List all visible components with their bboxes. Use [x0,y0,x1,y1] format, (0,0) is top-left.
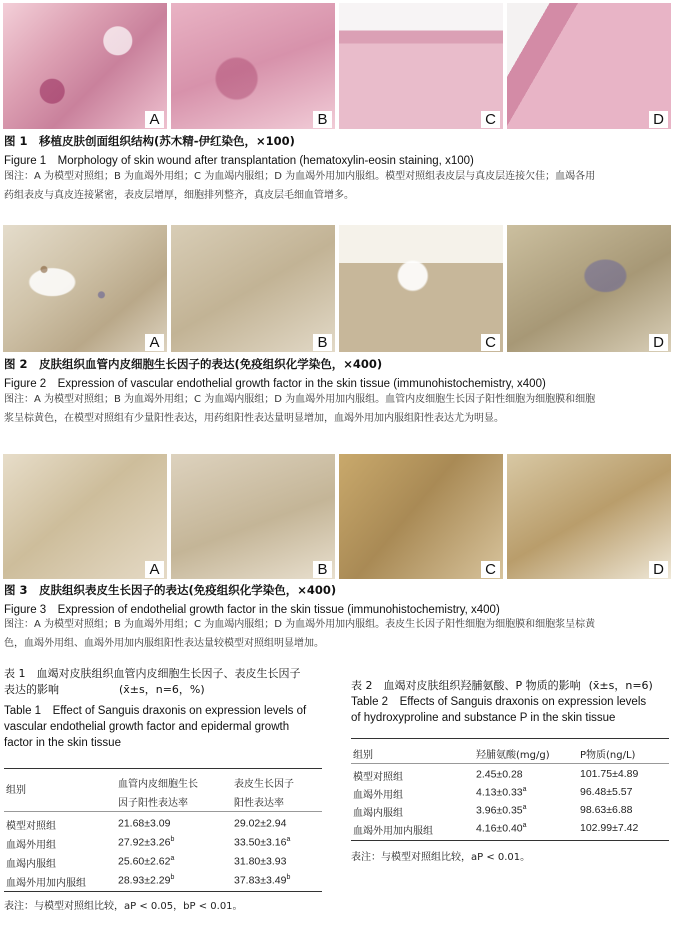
figure1-panel-c [339,3,503,129]
table1-header-egf-2: 阳性表达率 [234,798,284,809]
figure3-panel-b [171,454,335,579]
panel-label: A [145,334,164,351]
panel-label: D [649,334,668,351]
figure2-note [4,390,668,428]
table1-bottom-rule [4,891,322,892]
panel-label: B [313,561,332,578]
table1-header-vegf-1: 血管内皮细胞生长 [118,779,198,790]
figure2-title-zh: 图 2 皮肤组织血管内皮细胞生长因子的表达(免疫组织化学染色，×400) [4,357,383,371]
table1-egf-value [234,817,286,830]
figure2-panel-c [339,225,503,352]
table1-footnote: 表注：与模型对照组比较，aP < 0.05，bP < 0.01。 [4,901,243,912]
figure3-title-zh: 图 3 皮肤组织表皮生长因子的表达(免疫组织化学染色，×400) [4,583,337,597]
panel-label: A [145,561,164,578]
figure3-panel-a [3,454,167,579]
value: 3.96±0.35 [476,804,523,817]
figure1-note [4,167,668,205]
table1-title-line2 [4,682,324,698]
table2-top-rule [351,738,669,739]
sig-mark: b [286,874,291,881]
table2-hyp-value [476,804,527,817]
table2-sp-value: 96.48±5.57 [580,786,633,798]
table1-header-group: 组别 [6,785,26,796]
panel-label: D [649,561,668,578]
sig-mark: b [170,874,175,881]
value: 31.80±3.93 [234,855,287,868]
value: 28.93±2.29 [118,874,171,887]
panel-label: B [313,111,332,128]
sig-mark: a [522,786,527,793]
panel-label: D [649,111,668,128]
figure1-note-line1: 图注：A 为模型对照组；B 为血竭外用组；C 为血竭内服组；D 为血竭外用加内服组。模型对照组表皮层与真皮层连接欠佳；血竭各用 [4,171,596,182]
table1-header-rule [4,811,322,812]
value: 29.02±2.94 [234,817,287,830]
table2-header-sp: P物质(ng/L) [580,750,636,761]
table1-vegf-value [118,836,174,849]
table1-group: 模型对照组 [6,821,56,832]
table2-title-en-line1: Table 2 Effects of Sanguis draxonis on expression levels [351,696,647,708]
table1-group: 血竭外用组 [6,840,56,851]
table1-title-line2-text: 表达的影响 [4,683,59,696]
value: 25.60±2.62 [118,855,171,868]
figure3-panel-c [339,454,503,579]
table1-egf-value [234,874,290,887]
figure2-note-line2: 浆呈棕黄色，在模型对照组有少量阳性表达，用药组阳性表达量明显增加，血竭外用加内服组阳性表达尤为明显。 [4,413,504,424]
sig-mark: a [522,822,527,829]
figure1-note-line2: 药组表皮与真皮连接紧密，表皮层增厚，细胞排列整齐，真皮层毛细血管增多。 [4,190,354,201]
figure3-note-line1: 图注：A 为模型对照组；B 为血竭外用组；C 为血竭内服组；D 为血竭外用加内服组。表皮生长因子阳性细胞为细胞膜和细胞浆呈棕黄 [4,619,596,630]
table1-title-en [4,703,329,751]
table1-header-vegf-2: 因子阳性表达率 [118,798,188,809]
figure2-panel-d [507,225,671,352]
value: 4.16±0.40 [476,822,523,835]
figure1-image-strip [3,3,671,129]
table2-sp-value: 101.75±4.89 [580,768,639,780]
table2-sp-value: 102.99±7.42 [580,822,639,834]
table1-vegf-value [118,817,170,830]
value: 4.13±0.33 [476,786,523,799]
table1-egf-value [234,855,286,868]
table2-stat-note: (x̄±s，n=6) [588,679,653,692]
figure2-image-strip [3,225,671,352]
sig-mark: a [522,804,527,811]
sig-mark: a [170,855,175,862]
table1-group: 血竭外用加内服组 [6,878,86,889]
value: 2.45±0.28 [476,768,523,781]
table2-group: 血竭外用加内服组 [353,826,433,837]
figure3-title-en: Figure 3 Expression of endothelial growth factor in the skin tissue (immunohistochemistry, x400) [4,604,500,616]
table2-group: 血竭内服组 [353,808,403,819]
figure2-panel-b [171,225,335,352]
table2-header-hyp: 羟脯氨酸(mg/g) [476,750,550,761]
figure2-panel-a [3,225,167,352]
figure1-title-zh: 图 1 移植皮肤创面组织结构(苏木精-伊红染色，×100) [4,134,295,148]
table2-hyp-value [476,768,523,781]
table1-title-line1: 表 1 血竭对皮肤组织血管内皮细胞生长因子、表皮生长因子 [4,667,301,680]
figure3-note [4,615,668,653]
table2-header-rule [351,763,669,764]
figure1-panel-d [507,3,671,129]
figure1-panel-a [3,3,167,129]
table1-vegf-value [118,855,174,868]
figure2-note-line1: 图注：A 为模型对照组；B 为血竭外用组；C 为血竭内服组；D 为血竭外用加内服组。血管内皮细胞生长因子阳性细胞为细胞膜和细胞 [4,394,596,405]
table2-title-text: 表 2 血竭对皮肤组织羟脯氨酸、P 物质的影响 [351,679,581,692]
figure3-note-line2: 色，血竭外用组、血竭外用加内服组阳性表达量较模型对照组明显增加。 [4,638,324,649]
table1-title-en-line2: vascular endothelial growth factor and epidermal growth [4,721,290,733]
table2-sp-value: 98.63±6.88 [580,804,633,816]
table2-hyp-value [476,786,527,799]
figure1-title-en: Figure 1 Morphology of skin wound after transplantation (hematoxylin-eosin staining, x100) [4,155,474,167]
panel-label: B [313,334,332,351]
panel-label: A [145,111,164,128]
table2-title-zh [351,678,669,694]
value: 21.68±3.09 [118,817,171,830]
table1-header-egf-1: 表皮生长因子 [234,779,294,790]
table2-hyp-value [476,822,527,835]
panel-label: C [481,334,500,351]
figure1-panel-b [171,3,335,129]
table2-footnote: 表注：与模型对照组比较，aP < 0.01。 [351,852,531,863]
table2-title-en-line2: of hydroxyproline and substance P in the skin tissue [351,712,616,724]
value: 37.83±3.49 [234,874,287,887]
panel-label: C [481,561,500,578]
figure3-image-strip [3,454,671,579]
table1-title-en-line3: factor in the skin tissue [4,737,121,749]
figure2-title-en: Figure 2 Expression of vascular endothelial growth factor in the skin tissue (immunohistochemistry, x400) [4,378,546,390]
table1-group: 血竭内服组 [6,859,56,870]
sig-mark: b [170,836,175,843]
panel-label: C [481,111,500,128]
value: 27.92±3.26 [118,836,171,849]
table1-title-en-line1: Table 1 Effect of Sanguis draxonis on expression levels of [4,705,307,717]
table1-stat-note: (x̄±s，n=6，%) [119,683,205,696]
table1-egf-value [234,836,290,849]
value: 33.50±3.16 [234,836,287,849]
table2-title-en [351,694,669,726]
figure3-panel-d [507,454,671,579]
table2-header-group: 组别 [353,750,373,761]
table2-bottom-rule [351,840,669,841]
table2-group: 血竭外用组 [353,790,403,801]
table1-vegf-value [118,874,174,887]
table1-top-rule [4,768,322,769]
sig-mark: a [286,836,291,843]
table1-title-zh [4,666,324,698]
table2-group: 模型对照组 [353,772,403,783]
